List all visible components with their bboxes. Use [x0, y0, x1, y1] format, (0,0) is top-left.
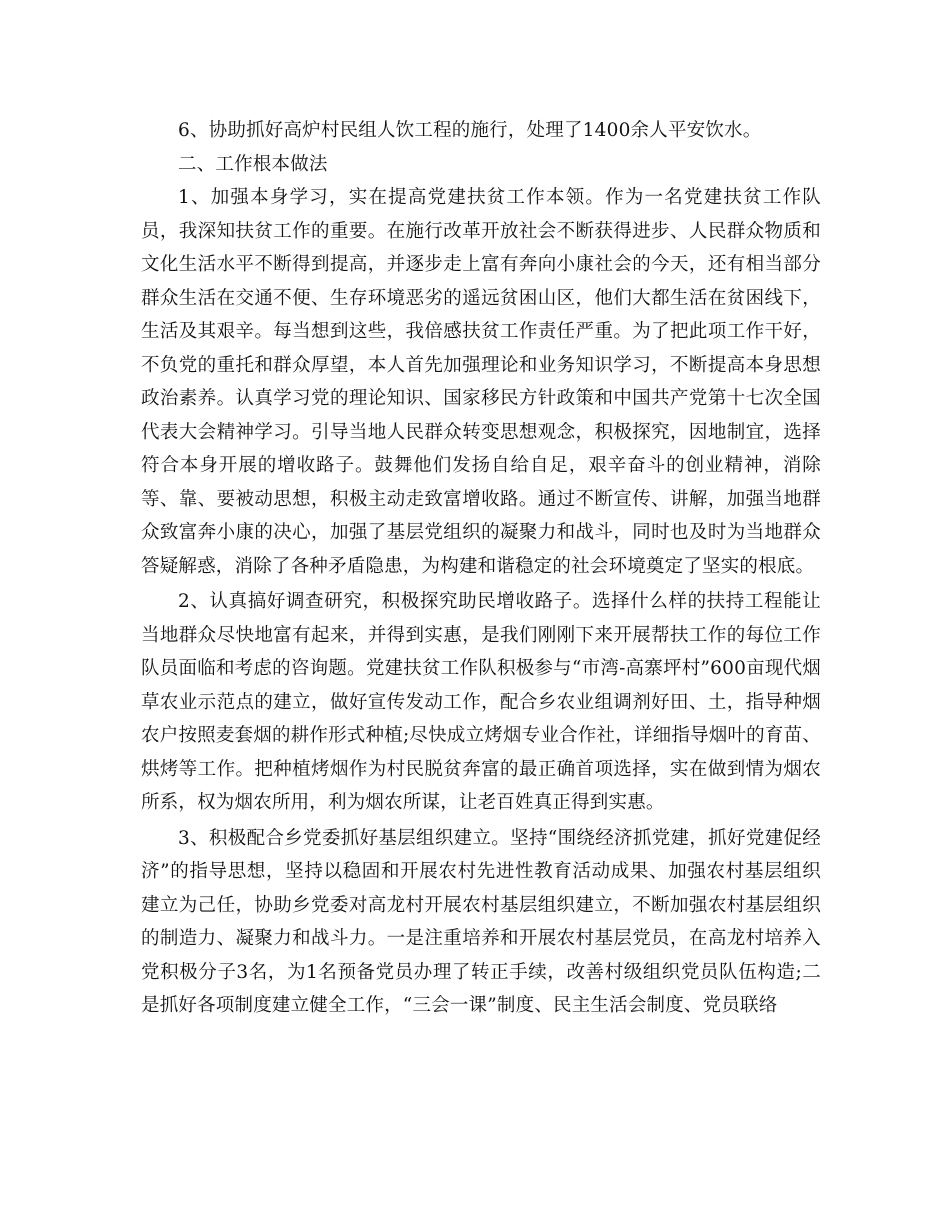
- section-heading-basic-methods: 二、工作根本做法: [178, 153, 328, 175]
- paragraph-method-3: 3、积极配合乡党委抓好基层组织建立。坚持“围绕经济抓党建，抓好党建促经济”的指导思想，坚持以稳固和开展农村先进性教育活动成果、加强农村基层组织建立为己任，协助乡党委对高龙村开展农村基层组织建立，不断加强农村基层组织的制造力、凝聚力和战斗力。一是注重培养和开展农村基层党员，在高龙村培养入党积极分子3名，为1名预备党员办理了转正手续，改善村级组织党员队伍构造;二是抓好各项制度建立健全工作，“三会一课”制度、民主生活会制度、党员联络: [141, 827, 821, 1016]
- document-body: [141, 114, 821, 1023]
- paragraph-method-2: 2、认真搞好调查研究，积极探究助民增收路子。选择什么样的扶持工程能让当地群众尽快地富有起来，并得到实惠，是我们刚刚下来开展帮扶工作的每位工作队员面临和考虑的咨询题。党建扶贫工作队积极参与“市湾-高寨坪村”600亩现代烟草农业示范点的建立，做好宣传发动工作，配合乡农业组调剂好田、土，指导种烟农户按照麦套烟的耕作形式种植;尽快成立烤烟专业合作社，详细指导烟叶的育苗、烘烤等工作。把种植烤烟作为村民脱贫奔富的最正确首项选择，实在做到情为烟农所系，权为烟农所用，利为烟农所谋，让老百姓真正得到实惠。: [141, 591, 821, 813]
- paragraph-method-1: 1、加强本身学习，实在提高党建扶贫工作本领。作为一名党建扶贫工作队员，我深知扶贫工作的重要。在施行改革开放社会不断获得进步、人民群众物质和文化生活水平不断得到提高，并逐步走上富有奔向小康社会的今天，还有相当部分群众生活在交通不便、生存环境恶劣的遥远贫困山区，他们大都生活在贫困线下，生活及其艰辛。每当想到这些，我倍感扶贫工作责任严重。为了把此项工作干好，不负党的重托和群众厚望，本人首先加强理论和业务知识学习，不断提高本身思想政治素养。认真学习党的理论知识、国家移民方针政策和中国共产党第十七次全国代表大会精神学习。引导当地人民群众转变思想观念，积极探究，因地制宜，选择符合本身开展的增收路子。鼓舞他们发扬自给自足，艰辛奋斗的创业精神，消除等、靠、要被动思想，积极主动走致富增收路。通过不断宣传、讲解，加强当地群众致富奔小康的决心，加强了基层党组织的凝聚力和战斗，同时也及时为当地群众答疑解惑，消除了各种矛盾隐患，为构建和谐稳定的社会环境奠定了坚实的根底。: [141, 187, 821, 577]
- paragraph-item-6: 6、协助抓好高炉村民组人饮工程的施行，处理了1400余人平安饮水。: [178, 120, 762, 141]
